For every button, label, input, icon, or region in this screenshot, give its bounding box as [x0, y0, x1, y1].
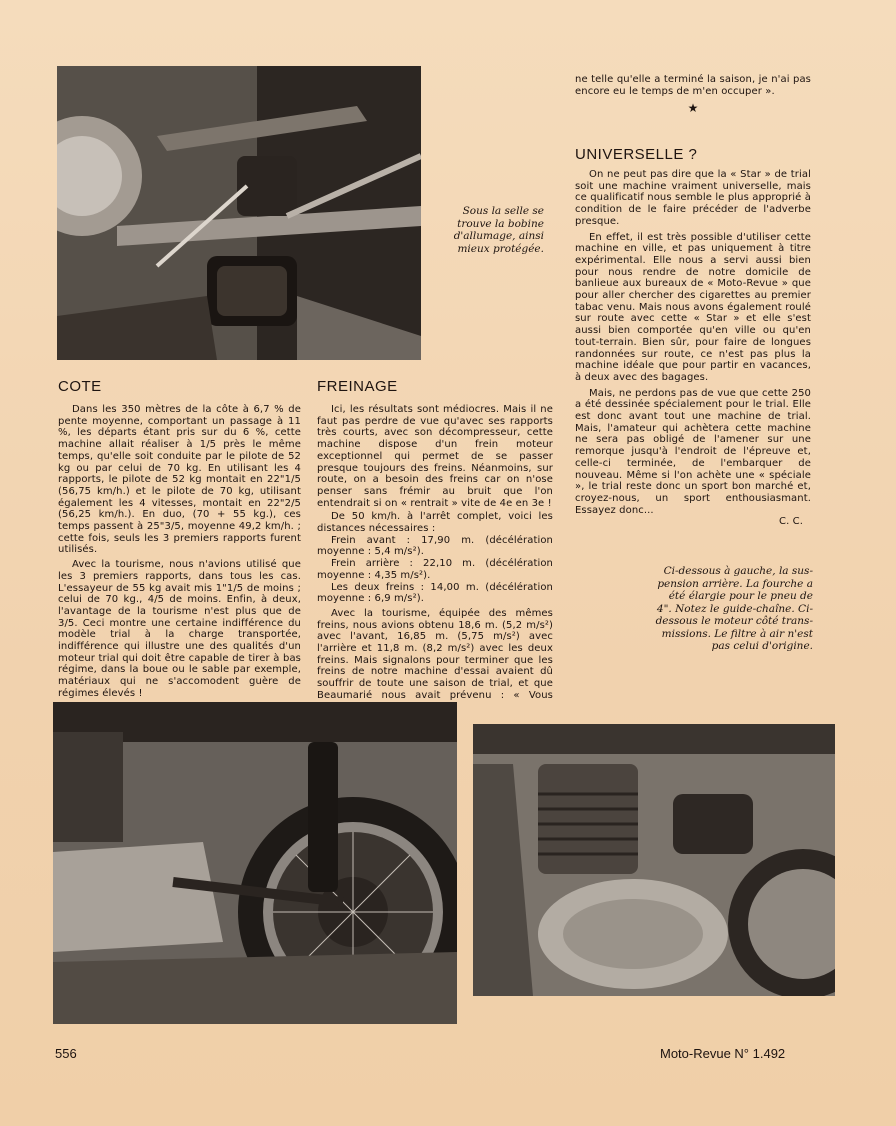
- page-number: 556: [55, 1046, 77, 1061]
- continuation-text: ne telle qu'elle a terminé la saison, je n'ai pas encore eu le temps de m'en occuper ».: [575, 74, 811, 97]
- cote-text: [58, 404, 301, 700]
- brake-both: Les deux freins : 14,00 m. (décélération moyenne : 6,9 m/s²).: [317, 581, 553, 605]
- caption-line: dessous le moteur côté trans-: [655, 615, 813, 627]
- caption-ignition-coil: Sous la selle se trouve la bobine d'allumage, ainsi mieux protégée.: [453, 205, 544, 255]
- caption-line: Ci-dessous à gauche, la sus-: [663, 565, 813, 577]
- caption-line: pas celui d'origine.: [711, 640, 813, 652]
- universelle-paragraph: Mais, ne perdons pas de vue que cette 250 a été dessinée spécialement pour le trial. Elle est donc avant tout une machine de trial. Mais, l'amateur qui achètera cette machine ne sera pas obligé de l'amener sur une remorque jusqu'à l'endroit de l'épreuve et, celle-ci terminée, de l'embarquer de nouveau. Même si l'on achète une « spéciale », le trial reste donc un sport bon marché et, croyez-nous, un sport enthousiasmant. Essayez donc...: [575, 387, 811, 516]
- photo-rear-suspension: [53, 702, 457, 1024]
- brake-front: Frein avant : 17,90 m. (décélération moyenne : 5,4 m/s²).: [317, 534, 553, 558]
- photo-engine: [473, 724, 835, 996]
- cote-paragraph: Avec la tourisme, nous n'avions utilisé que les 3 premiers rapports, dans tous les cas. L'essayeur de 55 kg avait mis 1"1/5 de moins ; celui de 70 kg., 4/5 de moins. Enfin, à deux, l'avantage de la tourisme n'est plus que de 3/5. Ceci montre une certaine indifférence du modèle trial à la charge transportée, indifférence qui illustre une des qualités d'un moteur trial qui doit être capable de tirer à bas régime, dans la boue ou le sable par exemple, matériaux qui ne s'accomodent guère de régimes élevés !: [58, 559, 301, 699]
- freinage-heading: FREINAGE: [317, 378, 398, 395]
- brake-rear: Frein arrière : 22,10 m. (décélération moyenne : 4,35 m/s²).: [317, 558, 553, 581]
- freinage-paragraph: Avec la tourisme, équipée des mêmes freins, nous avions obtenu 18,6 m. (5,2 m/s²) avec l'avant, 16,85 m. (5,75 m/s²) avec l'arrière et 11,8 m. (8,2 m/s²) avec les deux freins. Mais signalons pour terminer que les freins de notre machine d'essai avaient dû souffrir de toute une saison de trial, et que Beaumarié nous avait prévenu : « Vous: [317, 607, 553, 701]
- caption-line: été élargie pour le pneu de: [668, 590, 813, 602]
- freinage-paragraph: Ici, les résultats sont médiocres. Mais il ne faut pas perdre de vue qu'avec ses rapports très courts, avec son décompresseur, cette machine dispose d'un frein moteur exceptionnel qui permet de se passer presque toujours des freins. Néanmoins, sur route, on a besoin des freins car on n'ose penser sans frémir au bruit que l'on entendrait si on « rentrait » vite de 4e en 3e !: [317, 404, 553, 509]
- caption-line: pension arrière. La fourche a: [657, 577, 813, 590]
- author-signature: C. C.: [778, 516, 803, 528]
- freinage-paragraph: De 50 km/h. à l'arrêt complet, voici les distances nécessaires :: [317, 511, 553, 535]
- photo-ignition-coil: [57, 66, 421, 360]
- caption-line: 4". Notez le guide-chaîne. Ci-: [656, 602, 813, 615]
- universelle-heading: UNIVERSELLE ?: [575, 146, 698, 163]
- universelle-paragraph: On ne peut pas dire que la « Star » de trial soit une machine vraiment universelle, mais ce qualificatif nous semble le plus approprié à condition de le faire précéder de l'adverbe presque.: [575, 169, 811, 227]
- star-separator: ★: [687, 101, 699, 116]
- caption-suspension-engine: [605, 565, 813, 653]
- universelle-paragraph: En effet, il est très possible d'utiliser cette machine en ville, et pas uniquement à titre expérimental. Elle nous a servi aussi bien pour nous rendre de notre domicile de banlieue aux bureaux de « Moto-Revue » que pour aller chercher des cigarettes au premier tabac venu. Mais nous avons également roulé sur route avec cette « Star » et elle s'est aussi bien comportée qu'en ville ou qu'en tout-terrain. Bien sûr, pour faire de longues randonnées sur route, ce n'est pas plus la machine idéale que pour partir en vacances, à deux avec des bagages.: [575, 231, 811, 383]
- universelle-text: [575, 169, 811, 528]
- cote-paragraph: Dans les 350 mètres de la côte à 6,7 % de pente moyenne, comportant un passage à 11 %, les départs étant pris sur du 6 %, cette machine allait réaliser à 1/5 près le même temps, qu'elle soit conduite par le pilote de 52 kg ou par celui de 70 kg. En utilisant les 4 rapports, le pilote de 52 kg montait en 22"1/5 (56,75 km/h.) et le pilote de 70 kg, utilisant également les 4 vitesses, montait en 22"2/5 (56,25 km/h.). En duo, (70 + 55 kg.), ces temps passent à 25"3/5, moyenne 49,2 km/h. ; cette fois, seuls les 3 premiers rapports furent utilisés.: [58, 404, 301, 556]
- magazine-issue: Moto-Revue N° 1.492: [660, 1046, 786, 1061]
- column-3-continuation: [575, 74, 811, 119]
- cote-heading: COTE: [58, 378, 102, 395]
- caption-line: missions. Le filtre à air n'est: [661, 627, 813, 640]
- freinage-text: [317, 404, 553, 713]
